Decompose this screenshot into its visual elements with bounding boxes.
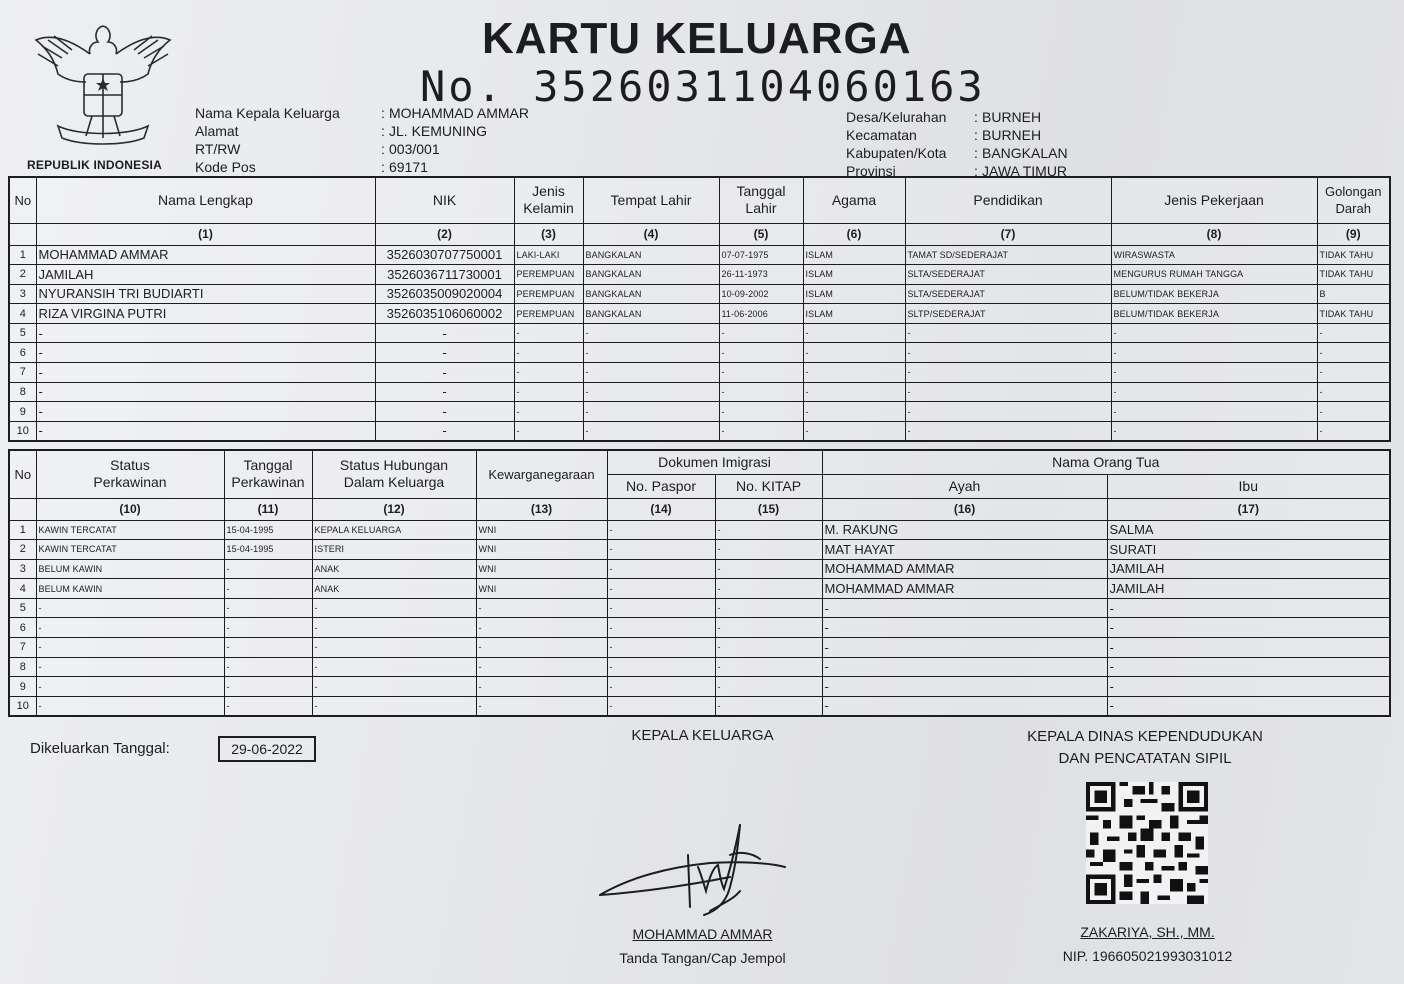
- cell-jenis-kelamin: -: [514, 343, 583, 363]
- cell-ibu: SALMA: [1107, 520, 1390, 540]
- cell-tanggal-lahir: -: [719, 343, 803, 363]
- col-number: (11): [224, 498, 312, 520]
- cell-no: 9: [9, 677, 36, 697]
- table-row: [9, 284, 1390, 304]
- field-label: Kabupaten/Kota: [846, 145, 947, 161]
- cell-nik: -: [375, 363, 514, 383]
- cell-nik: 3526036711730001: [375, 265, 514, 285]
- cell-no: 1: [9, 520, 36, 540]
- cell-tanggal-perkawinan: -: [224, 638, 312, 658]
- col-header-tempat-lahir: Tempat Lahir: [583, 177, 719, 223]
- cell-no: 7: [9, 363, 36, 383]
- cell-status-perkawinan: -: [36, 677, 224, 697]
- table-row: [9, 579, 1390, 599]
- cell-status-perkawinan: -: [36, 638, 224, 658]
- table-row: [9, 598, 1390, 618]
- table-row: [9, 696, 1390, 716]
- col-header-status-hubungan: Status Hubungan Dalam Keluarga: [312, 450, 476, 498]
- cell-kitap: -: [715, 520, 822, 540]
- cell-golongan-darah: B: [1317, 284, 1390, 304]
- cell-nama: -: [36, 343, 375, 363]
- cell-kewarganegaraan: -: [476, 618, 607, 638]
- cell-kewarganegaraan: -: [476, 598, 607, 618]
- cell-pendidikan: -: [905, 382, 1111, 402]
- cell-golongan-darah: -: [1317, 363, 1390, 383]
- col-header-golongan-darah: Golongan Darah: [1317, 177, 1390, 223]
- cell-no: 4: [9, 304, 36, 324]
- cell-jenis-kelamin: -: [514, 402, 583, 422]
- cell-ibu: -: [1107, 618, 1390, 638]
- cell-nik: -: [375, 402, 514, 422]
- col-header-nama-orang-tua: Nama Orang Tua: [822, 450, 1390, 474]
- cell-jenis-kelamin: -: [514, 421, 583, 441]
- cell-ibu: JAMILAH: [1107, 579, 1390, 599]
- cell-nama: -: [36, 421, 375, 441]
- table-row: [9, 245, 1390, 265]
- col-header-pekerjaan: Jenis Pekerjaan: [1111, 177, 1317, 223]
- col-header-tanggal-lahir: Tanggal Lahir: [719, 177, 803, 223]
- cell-ayah: -: [822, 677, 1107, 697]
- cell-nik: -: [375, 343, 514, 363]
- cell-agama: -: [803, 421, 905, 441]
- col-header-no: No: [9, 450, 36, 498]
- cell-no: 9: [9, 402, 36, 422]
- col-number: [9, 498, 36, 520]
- cell-status-hubungan: -: [312, 677, 476, 697]
- cell-status-hubungan: KEPALA KELUARGA: [312, 520, 476, 540]
- table-row: [9, 323, 1390, 343]
- cell-paspor: -: [607, 677, 715, 697]
- cell-no: 6: [9, 343, 36, 363]
- cell-tanggal-perkawinan: -: [224, 579, 312, 599]
- col-number: (9): [1317, 223, 1390, 245]
- cell-tanggal-perkawinan: 15-04-1995: [224, 540, 312, 560]
- cell-kitap: -: [715, 618, 822, 638]
- cell-agama: -: [803, 382, 905, 402]
- col-number: (7): [905, 223, 1111, 245]
- cell-status-hubungan: ANAK: [312, 579, 476, 599]
- cell-status-hubungan: -: [312, 696, 476, 716]
- cell-pendidikan: SLTA/SEDERAJAT: [905, 284, 1111, 304]
- col-number: (14): [607, 498, 715, 520]
- members-table: [8, 176, 1391, 442]
- cell-pekerjaan: -: [1111, 421, 1317, 441]
- agency-head-nip: NIP. 196605021993031012: [1062, 948, 1233, 964]
- cell-golongan-darah: -: [1317, 421, 1390, 441]
- cell-kewarganegaraan: -: [476, 638, 607, 658]
- cell-ayah: -: [822, 696, 1107, 716]
- cell-tanggal-perkawinan: -: [224, 657, 312, 677]
- cell-status-perkawinan: BELUM KAWIN: [36, 579, 224, 599]
- field-value: MOHAMMAD AMMAR: [389, 105, 529, 121]
- table-row: [9, 618, 1390, 638]
- field-label: Kecamatan: [846, 127, 917, 143]
- cell-golongan-darah: TIDAK TAHU: [1317, 304, 1390, 324]
- field-value: JAWA TIMUR: [982, 163, 1068, 179]
- field-value: BURNEH: [982, 127, 1042, 143]
- cell-agama: ISLAM: [803, 304, 905, 324]
- cell-agama: -: [803, 323, 905, 343]
- cell-status-hubungan: -: [312, 657, 476, 677]
- cell-status-hubungan: ANAK: [312, 559, 476, 579]
- cell-pekerjaan: WIRASWASTA: [1111, 245, 1317, 265]
- cell-tempat-lahir: -: [583, 402, 719, 422]
- cell-paspor: -: [607, 657, 715, 677]
- cell-kewarganegaraan: WNI: [476, 520, 607, 540]
- cell-jenis-kelamin: PEREMPUAN: [514, 265, 583, 285]
- cell-tanggal-perkawinan: -: [224, 696, 312, 716]
- field-label: Alamat: [195, 123, 239, 139]
- cell-agama: ISLAM: [803, 284, 905, 304]
- cell-tanggal-lahir: -: [719, 421, 803, 441]
- cell-kitap: -: [715, 696, 822, 716]
- cell-paspor: -: [607, 559, 715, 579]
- col-header-agama: Agama: [803, 177, 905, 223]
- col-number: (17): [1107, 498, 1390, 520]
- col-header-nik: NIK: [375, 177, 514, 223]
- qr-code-icon: [1086, 782, 1208, 904]
- cell-tempat-lahir: BANGKALAN: [583, 284, 719, 304]
- table-row: [9, 402, 1390, 422]
- cell-pekerjaan: BELUM/TIDAK BEKERJA: [1111, 304, 1317, 324]
- field-label: Nama Kepala Keluarga: [195, 105, 340, 121]
- table-row: [9, 304, 1390, 324]
- cell-kewarganegaraan: WNI: [476, 579, 607, 599]
- cell-kewarganegaraan: -: [476, 677, 607, 697]
- cell-nik: 3526030707750001: [375, 245, 514, 265]
- cell-ayah: -: [822, 657, 1107, 677]
- household-info-right: Desa/Kelurahan : BURNEH Kecamatan : BURNEH Kabupaten/Kota : BANGKALAN Provinsi : JAWA TIMUR: [846, 109, 1068, 179]
- cell-paspor: -: [607, 618, 715, 638]
- cell-agama: -: [803, 402, 905, 422]
- cell-nik: -: [375, 323, 514, 343]
- col-number: (3): [514, 223, 583, 245]
- cell-golongan-darah: TIDAK TAHU: [1317, 245, 1390, 265]
- cell-tanggal-lahir: -: [719, 382, 803, 402]
- cell-kitap: -: [715, 540, 822, 560]
- cell-nik: -: [375, 421, 514, 441]
- cell-ibu: -: [1107, 696, 1390, 716]
- col-number: (6): [803, 223, 905, 245]
- cell-tempat-lahir: -: [583, 363, 719, 383]
- field-value: 69171: [389, 159, 428, 175]
- cell-pekerjaan: MENGURUS RUMAH TANGGA: [1111, 265, 1317, 285]
- col-header-paspor: No. Paspor: [607, 474, 715, 498]
- cell-pekerjaan: -: [1111, 363, 1317, 383]
- cell-jenis-kelamin: -: [514, 382, 583, 402]
- table-row: [9, 657, 1390, 677]
- cell-nik: 3526035106060002: [375, 304, 514, 324]
- cell-nama: JAMILAH: [36, 265, 375, 285]
- field-label: RT/RW: [195, 141, 241, 157]
- cell-no: 7: [9, 638, 36, 658]
- col-number: (4): [583, 223, 719, 245]
- table-row: [9, 638, 1390, 658]
- cell-ayah: M. RAKUNG: [822, 520, 1107, 540]
- cell-nik: 3526035009020004: [375, 284, 514, 304]
- cell-no: 2: [9, 265, 36, 285]
- col-number: (12): [312, 498, 476, 520]
- cell-tanggal-perkawinan: -: [224, 598, 312, 618]
- cell-status-perkawinan: KAWIN TERCATAT: [36, 520, 224, 540]
- cell-tempat-lahir: -: [583, 343, 719, 363]
- cell-no: 2: [9, 540, 36, 560]
- cell-kewarganegaraan: -: [476, 657, 607, 677]
- cell-no: 8: [9, 382, 36, 402]
- col-number: [9, 223, 36, 245]
- col-number: (8): [1111, 223, 1317, 245]
- cell-paspor: -: [607, 540, 715, 560]
- cell-ibu: -: [1107, 638, 1390, 658]
- cell-paspor: -: [607, 638, 715, 658]
- agency-title-line1: KEPALA DINAS KEPENDUDUKAN: [1027, 728, 1263, 745]
- issued-date-label: Dikeluarkan Tanggal:: [30, 740, 170, 757]
- table-row: [9, 382, 1390, 402]
- col-header-pendidikan: Pendidikan: [905, 177, 1111, 223]
- cell-ayah: -: [822, 638, 1107, 658]
- cell-tempat-lahir: BANGKALAN: [583, 245, 719, 265]
- field-value: BANGKALAN: [982, 145, 1068, 161]
- cell-pekerjaan: -: [1111, 323, 1317, 343]
- cell-pendidikan: SLTP/SEDERAJAT: [905, 304, 1111, 324]
- cell-golongan-darah: -: [1317, 402, 1390, 422]
- field-value: BURNEH: [982, 109, 1042, 125]
- cell-agama: ISLAM: [803, 245, 905, 265]
- cell-tanggal-lahir: 10-09-2002: [719, 284, 803, 304]
- cell-paspor: -: [607, 696, 715, 716]
- cell-tempat-lahir: -: [583, 382, 719, 402]
- table-row: [9, 677, 1390, 697]
- civil-status-table: [8, 449, 1391, 717]
- cell-pendidikan: -: [905, 343, 1111, 363]
- cell-status-perkawinan: BELUM KAWIN: [36, 559, 224, 579]
- cell-no: 6: [9, 618, 36, 638]
- agency-head-name: ZAKARIYA, SH., MM.: [1080, 924, 1215, 940]
- cell-ibu: SURATI: [1107, 540, 1390, 560]
- cell-ayah: MAT HAYAT: [822, 540, 1107, 560]
- cell-status-perkawinan: KAWIN TERCATAT: [36, 540, 224, 560]
- col-header-status-perkawinan: Status Perkawinan: [36, 450, 224, 498]
- cell-tempat-lahir: BANGKALAN: [583, 265, 719, 285]
- field-value: JL. KEMUNING: [389, 123, 488, 139]
- cell-agama: ISLAM: [803, 265, 905, 285]
- cell-nama: -: [36, 382, 375, 402]
- cell-agama: -: [803, 363, 905, 383]
- cell-nama: NYURANSIH TRI BUDIARTI: [36, 284, 375, 304]
- table-row: [9, 363, 1390, 383]
- cell-ibu: -: [1107, 657, 1390, 677]
- household-info-left: Nama Kepala Keluarga : MOHAMMAD AMMAR Alamat : JL. KEMUNING RT/RW : 003/001 Kode Pos : 69171: [195, 105, 529, 175]
- cell-tanggal-lahir: -: [719, 363, 803, 383]
- cell-paspor: -: [607, 520, 715, 540]
- col-header-kewarganegaraan: Kewarganegaraan: [476, 450, 607, 498]
- cell-ayah: -: [822, 598, 1107, 618]
- cell-nama: -: [36, 402, 375, 422]
- cell-jenis-kelamin: LAKI-LAKI: [514, 245, 583, 265]
- cell-tempat-lahir: -: [583, 323, 719, 343]
- cell-kitap: -: [715, 559, 822, 579]
- col-number: (13): [476, 498, 607, 520]
- cell-paspor: -: [607, 598, 715, 618]
- cell-golongan-darah: -: [1317, 343, 1390, 363]
- cell-kitap: -: [715, 638, 822, 658]
- cell-status-hubungan: -: [312, 598, 476, 618]
- cell-no: 1: [9, 245, 36, 265]
- cell-tanggal-lahir: -: [719, 402, 803, 422]
- cell-pekerjaan: -: [1111, 343, 1317, 363]
- cell-kitap: -: [715, 657, 822, 677]
- field-label: Desa/Kelurahan: [846, 109, 947, 125]
- cell-jenis-kelamin: PEREMPUAN: [514, 304, 583, 324]
- cell-status-perkawinan: -: [36, 657, 224, 677]
- cell-ayah: -: [822, 618, 1107, 638]
- cell-no: 8: [9, 657, 36, 677]
- cell-tanggal-perkawinan: -: [224, 559, 312, 579]
- cell-nik: -: [375, 382, 514, 402]
- col-header-jenis-kelamin: Jenis Kelamin: [514, 177, 583, 223]
- cell-no: 10: [9, 696, 36, 716]
- cell-kewarganegaraan: WNI: [476, 559, 607, 579]
- table-row: [9, 265, 1390, 285]
- country-label: REPUBLIK INDONESIA: [27, 158, 162, 172]
- cell-ibu: -: [1107, 598, 1390, 618]
- col-header-kitap: No. KITAP: [715, 474, 822, 498]
- cell-nama: -: [36, 323, 375, 343]
- cell-tanggal-perkawinan: -: [224, 618, 312, 638]
- cell-no: 10: [9, 421, 36, 441]
- table-row: [9, 520, 1390, 540]
- col-number: (2): [375, 223, 514, 245]
- field-label: Kode Pos: [195, 159, 256, 175]
- col-number: (1): [36, 223, 375, 245]
- cell-tempat-lahir: BANGKALAN: [583, 304, 719, 324]
- cell-no: 4: [9, 579, 36, 599]
- cell-nama: -: [36, 363, 375, 383]
- garuda-emblem-icon: [28, 18, 178, 158]
- cell-nama: MOHAMMAD AMMAR: [36, 245, 375, 265]
- col-header-dokumen-imigrasi: Dokumen Imigrasi: [607, 450, 822, 474]
- cell-status-hubungan: -: [312, 638, 476, 658]
- cell-tanggal-lahir: 07-07-1975: [719, 245, 803, 265]
- table-row: [9, 421, 1390, 441]
- cell-jenis-kelamin: -: [514, 363, 583, 383]
- document-title: KARTU KELUARGA: [482, 14, 912, 63]
- cell-pekerjaan: -: [1111, 382, 1317, 402]
- cell-agama: -: [803, 343, 905, 363]
- col-number: (10): [36, 498, 224, 520]
- cell-status-hubungan: -: [312, 618, 476, 638]
- cell-kitap: -: [715, 579, 822, 599]
- cell-kewarganegaraan: WNI: [476, 540, 607, 560]
- col-header-tanggal-perkawinan: Tanggal Perkawinan: [224, 450, 312, 498]
- issued-date-value: 29-06-2022: [218, 736, 316, 762]
- cell-pendidikan: -: [905, 363, 1111, 383]
- agency-title-line2: DAN PENCATATAN SIPIL: [1058, 750, 1232, 767]
- cell-pendidikan: TAMAT SD/SEDERAJAT: [905, 245, 1111, 265]
- cell-status-perkawinan: -: [36, 598, 224, 618]
- col-number: (5): [719, 223, 803, 245]
- cell-no: 5: [9, 323, 36, 343]
- cell-tempat-lahir: -: [583, 421, 719, 441]
- cell-jenis-kelamin: PEREMPUAN: [514, 284, 583, 304]
- cell-kewarganegaraan: -: [476, 696, 607, 716]
- field-value: 003/001: [389, 141, 440, 157]
- cell-no: 3: [9, 559, 36, 579]
- cell-no: 3: [9, 284, 36, 304]
- signature-caption: Tanda Tangan/Cap Jempol: [619, 950, 786, 966]
- cell-ibu: -: [1107, 677, 1390, 697]
- cell-kitap: -: [715, 598, 822, 618]
- cell-pendidikan: -: [905, 323, 1111, 343]
- cell-pekerjaan: -: [1111, 402, 1317, 422]
- col-header-no: No: [9, 177, 36, 223]
- cell-ayah: MOHAMMAD AMMAR: [822, 579, 1107, 599]
- table-row: [9, 343, 1390, 363]
- cell-pendidikan: -: [905, 421, 1111, 441]
- cell-golongan-darah: -: [1317, 323, 1390, 343]
- cell-ibu: JAMILAH: [1107, 559, 1390, 579]
- table-row: [9, 540, 1390, 560]
- col-number: (16): [822, 498, 1107, 520]
- cell-nama: RIZA VIRGINA PUTRI: [36, 304, 375, 324]
- cell-jenis-kelamin: -: [514, 323, 583, 343]
- cell-tanggal-perkawinan: -: [224, 677, 312, 697]
- cell-pekerjaan: BELUM/TIDAK BEKERJA: [1111, 284, 1317, 304]
- cell-tanggal-lahir: 26-11-1973: [719, 265, 803, 285]
- cell-paspor: -: [607, 579, 715, 599]
- cell-no: 5: [9, 598, 36, 618]
- col-header-ayah: Ayah: [822, 474, 1107, 498]
- cell-kitap: -: [715, 677, 822, 697]
- col-number: (15): [715, 498, 822, 520]
- table-row: [9, 559, 1390, 579]
- document-number: No. 3526031104060163: [420, 62, 986, 111]
- head-of-family-name: MOHAMMAD AMMAR: [632, 926, 773, 942]
- cell-tanggal-lahir: 11-06-2006: [719, 304, 803, 324]
- field-label: Provinsi: [846, 163, 896, 179]
- cell-golongan-darah: -: [1317, 382, 1390, 402]
- col-header-nama: Nama Lengkap: [36, 177, 375, 223]
- cell-status-perkawinan: -: [36, 696, 224, 716]
- cell-pendidikan: -: [905, 402, 1111, 422]
- cell-ayah: MOHAMMAD AMMAR: [822, 559, 1107, 579]
- cell-golongan-darah: TIDAK TAHU: [1317, 265, 1390, 285]
- cell-tanggal-perkawinan: 15-04-1995: [224, 520, 312, 540]
- col-header-ibu: Ibu: [1107, 474, 1390, 498]
- cell-status-hubungan: ISTERI: [312, 540, 476, 560]
- head-of-family-title: KEPALA KELUARGA: [631, 727, 774, 744]
- cell-status-perkawinan: -: [36, 618, 224, 638]
- cell-tanggal-lahir: -: [719, 323, 803, 343]
- cell-pendidikan: SLTA/SEDERAJAT: [905, 265, 1111, 285]
- signature-icon: [590, 815, 800, 925]
